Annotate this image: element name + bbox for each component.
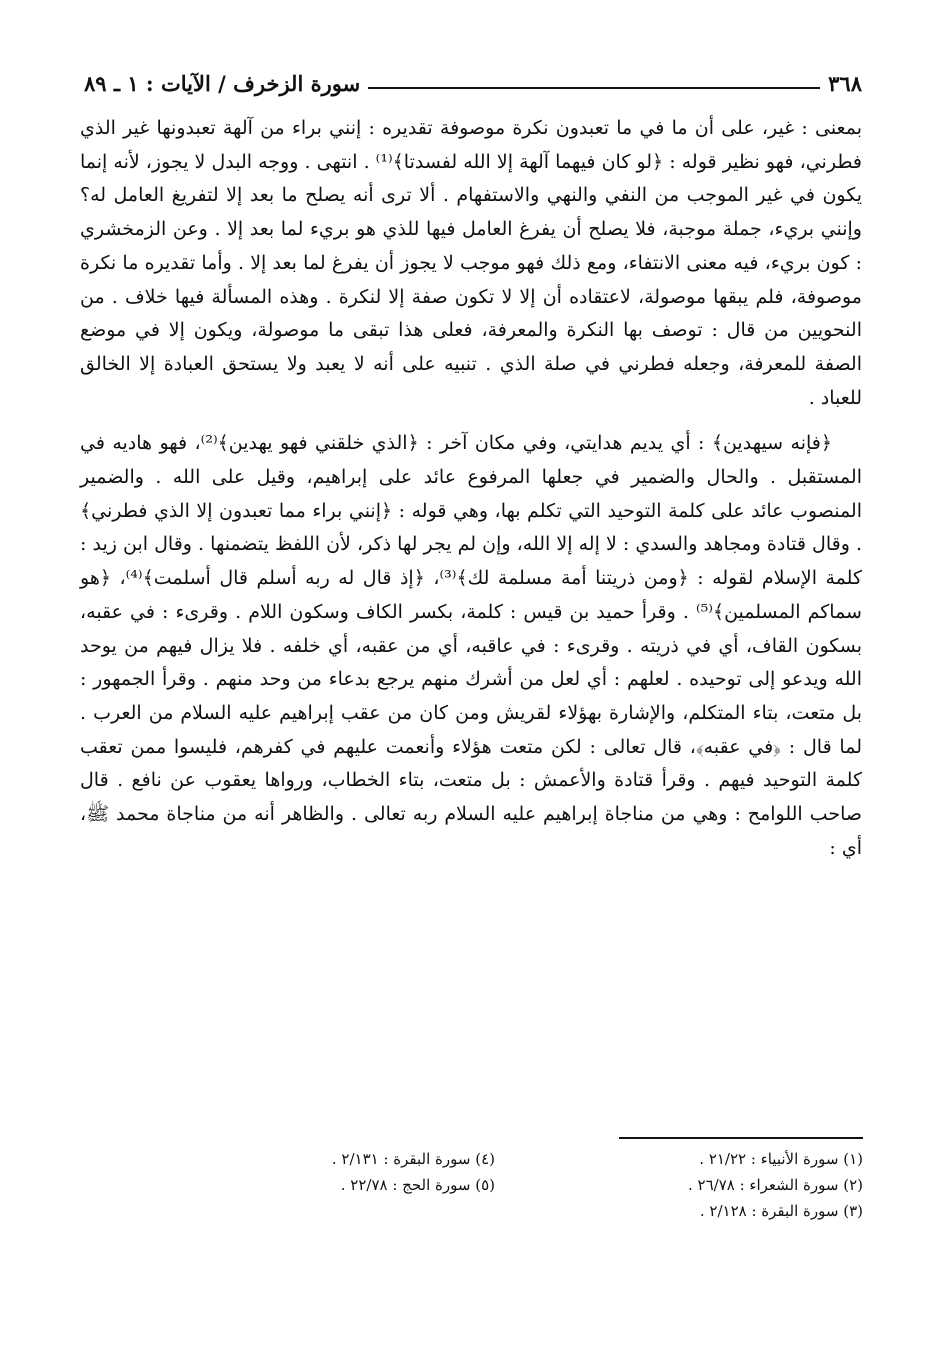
page-number: ٣٦٨	[828, 70, 862, 96]
main-text	[80, 112, 862, 865]
surah-title: سورة الزخرف / الآيات : ١ ـ ٨٩	[84, 70, 361, 96]
footnote-3: (٣) سورة البقرة : ٢/١٢٨ .	[699, 1202, 863, 1220]
running-header	[84, 68, 862, 98]
paragraph-1: بمعنى : غير، على أن ما في ما تعبدون نكرة موصوفة تقديره : إنني براء من آلهة تعبدونها غير الذي فطرني، فهو نظير قوله : ﴿لو كان فيهما آلهة إلا الله لفسدتا﴾⁽¹⁾ . انتهى . ووجه البدل لا يجوز، لأنه إنما يكون في غير الموجب من النفي والنهي والاستفهام . ألا ترى أنه يصلح ما بعد إلا لتفريغ العامل له؟ وإنني بريء، جملة موجبة، فلا يصلح أن يفرغ العامل فيها للذي هو بريء لما بعد إلا . وعن الزمخشري : كون بريء، فيه معنى الانتفاء، ومع ذلك فهو موجب لا يجوز أن يفرغ لما بعد إلا . وأما تقديره ما نكرة موصوفة، فلم يبقها موصولة، لاعتقاده أن إلا لا تكون صفة إلا لنكرة . وهذه المسألة فيها خلاف . من النحويين من قال : توصف بها النكرة والمعرفة، فعلى هذا تبقى ما موصولة، ويكون إلا في موضع الصفة للمعرفة، وجعله فطرني في صلة الذي . تنبيه على أنه لا يعبد ولا يستحق العبادة إلا الخالق للعباد .	[80, 117, 862, 409]
paragraph-2: ﴿فإنه سيهدين﴾ : أي يديم هدايتي، وفي مكان آخر : ﴿الذي خلقني فهو يهدين﴾⁽²⁾، فهو هاديه في المستقبل . والحال والضمير في جعلها المرفوع عائد على إبراهيم، وقيل على الله . والضمير المنصوب عائد على كلمة التوحيد التي تكلم بها، وهي قوله : ﴿إنني براء مما تعبدون إلا الذي فطرني﴾ . وقال قتادة ومجاهد والسدي : لا إله إلا الله، وإن لم يجر لها ذكر، لأن اللفظ يتضمنها . وقال ابن زيد : كلمة الإسلام لقوله : ﴿ومن ذريتنا أمة مسلمة لك﴾⁽³⁾، ﴿إذ قال له ربه أسلم قال أسلمت﴾⁽⁴⁾، ﴿هو سماكم المسلمين﴾⁽⁵⁾ . وقرأ حميد بن قيس : كلمة، بكسر الكاف وسكون اللام . وقرىء : في عقبه، بسكون القاف، أي في ذريته . وقرىء : في عاقبه، أي من عقبه، أي خلفه . فلا يزال فيهم من يوحد الله ويدعو إلى توحيده . لعلهم : أي لعل من أشرك منهم يرجع بدعاء من وحد منهم . وقرأ الجمهور : بل متعت، بتاء المتكلم، والإشارة بهؤلاء لقريش ومن كان من عقب إبراهيم عليه السلام من العرب . لما قال : ﴿في عقبه﴾، قال تعالى : لكن متعت هؤلاء وأنعمت عليهم في كفرهم، فليسوا ممن تعقب كلمة التوحيد فيهم . وقرأ قتادة والأعمش : بل متعت، بتاء الخطاب، ورواها يعقوب عن نافع . قال صاحب اللوامح : وهي من مناجاة إبراهيم عليه السلام ربه تعالى . والظاهر أنه من مناجاة محمد ﷺ، أي :	[80, 432, 863, 859]
header-rule	[368, 87, 820, 89]
footnote-4: (٤) سورة البقرة : ٢/١٣١ .	[331, 1150, 495, 1168]
footnote-2: (٢) سورة الشعراء : ٢٦/٧٨ .	[687, 1176, 863, 1194]
footnote-5: (٥) سورة الحج : ٢٢/٧٨ .	[340, 1176, 495, 1194]
footnotes-column-left	[332, 1146, 495, 1198]
footnote-1: (١) سورة الأنبياء : ٢١/٢٢ .	[699, 1150, 863, 1168]
footnote-rule	[619, 1137, 863, 1139]
footnotes-column-right	[688, 1146, 863, 1224]
